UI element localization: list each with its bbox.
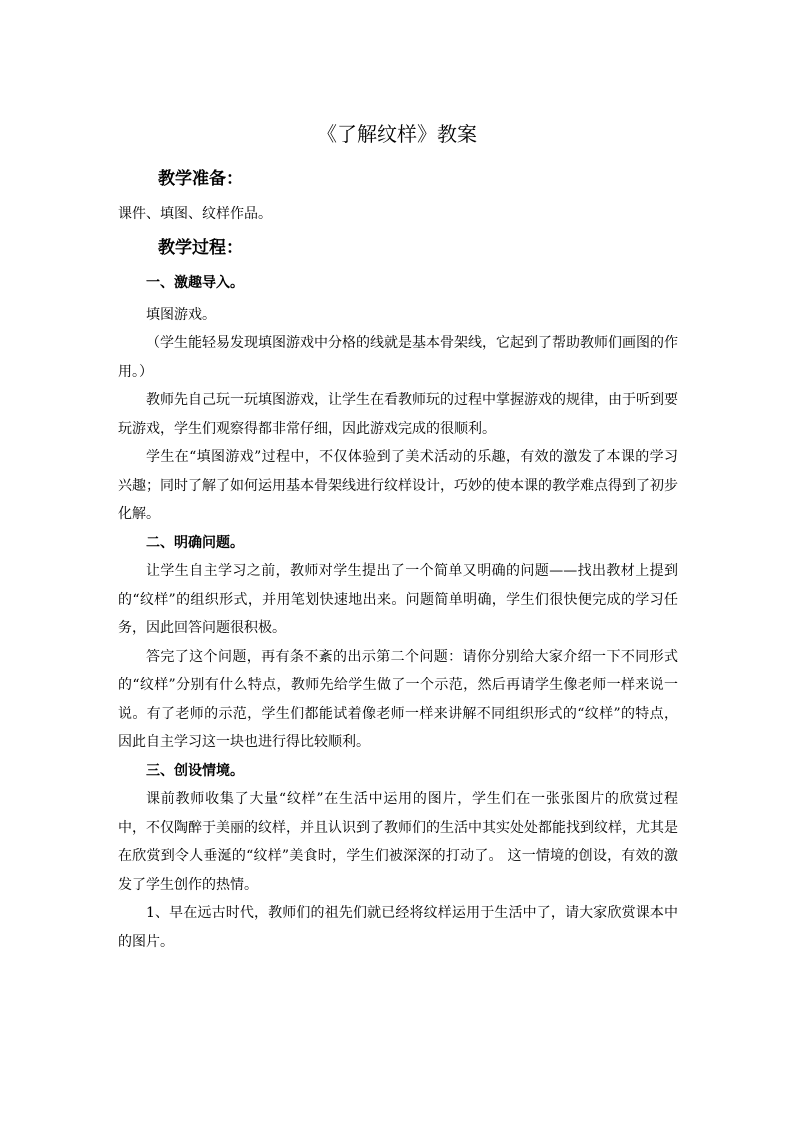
document-title: 《了解纹样》教案 [317, 122, 477, 146]
section-heading-3: 三、创设情境。 [146, 762, 244, 779]
paragraph: 课前教师收集了大量“纹样”在生活中运用的图片，学生们在一张张图片的欣赏过程中，不仅陶醉于美丽的纹样，并且认识到了教师们的生活中其实处处都能找到纹样，尤其是在欣赏到令人垂涎的“纹样”美食时，学生们被深深的打动了。 这一情境的创设，有效的激发了学生创作的热情。 [118, 791, 678, 893]
paragraph: 让学生自主学习之前，教师对学生提出了一个简单又明确的问题——找出教材上提到的“纹样”的组织形式，并用笔划快速地出来。问题简单明确，学生们很快便完成的学习任务，因此回答问题很积极。 [118, 563, 678, 636]
section-heading-2: 二、明确问题。 [146, 534, 244, 551]
paragraph: 教师先自己玩一玩填图游戏，让学生在看教师玩的过程中掌握游戏的规律，由于听到要玩游戏，学生们观察得都非常仔细，因此游戏完成的很顺利。 [118, 392, 678, 437]
paragraph: 填图游戏。 [146, 306, 216, 323]
document-body [118, 166, 678, 956]
section-heading-1: 一、激趣导入。 [146, 274, 244, 291]
preparation-text: 课件、填图、纹样作品。 [118, 206, 272, 222]
paragraph: （学生能轻易发现填图游戏中分格的线就是基本骨架线，它起到了帮助教师们画图的作用。） [118, 335, 678, 380]
paragraph: 答完了这个问题，再有条不紊的出示第二个问题：请你分别给大家介绍一下不同形式的“纹样”分别有什么特点，教师先给学生做了一个示范，然后再请学生像老师一样来说一说。有了老师的示范，学生们都能试着像老师一样来讲解不同组织形式的“纹样”的特点，因此自主学习这一块也进行得比较顺利。 [118, 648, 678, 750]
paragraph: 1、早在远古时代，教师们的祖先们就已经将纹样运用于生活中了，请大家欣赏课本中的图片。 [118, 905, 678, 950]
paragraph: 学生在“填图游戏”过程中，不仅体验到了美术活动的乐趣，有效的激发了本课的学习兴趣；同时了解了如何运用基本骨架线进行纹样设计，巧妙的使本课的教学难点得到了初步化解。 [118, 449, 678, 522]
heading-teaching-preparation: 教学准备： [158, 169, 243, 189]
heading-teaching-process: 教学过程： [158, 237, 243, 258]
